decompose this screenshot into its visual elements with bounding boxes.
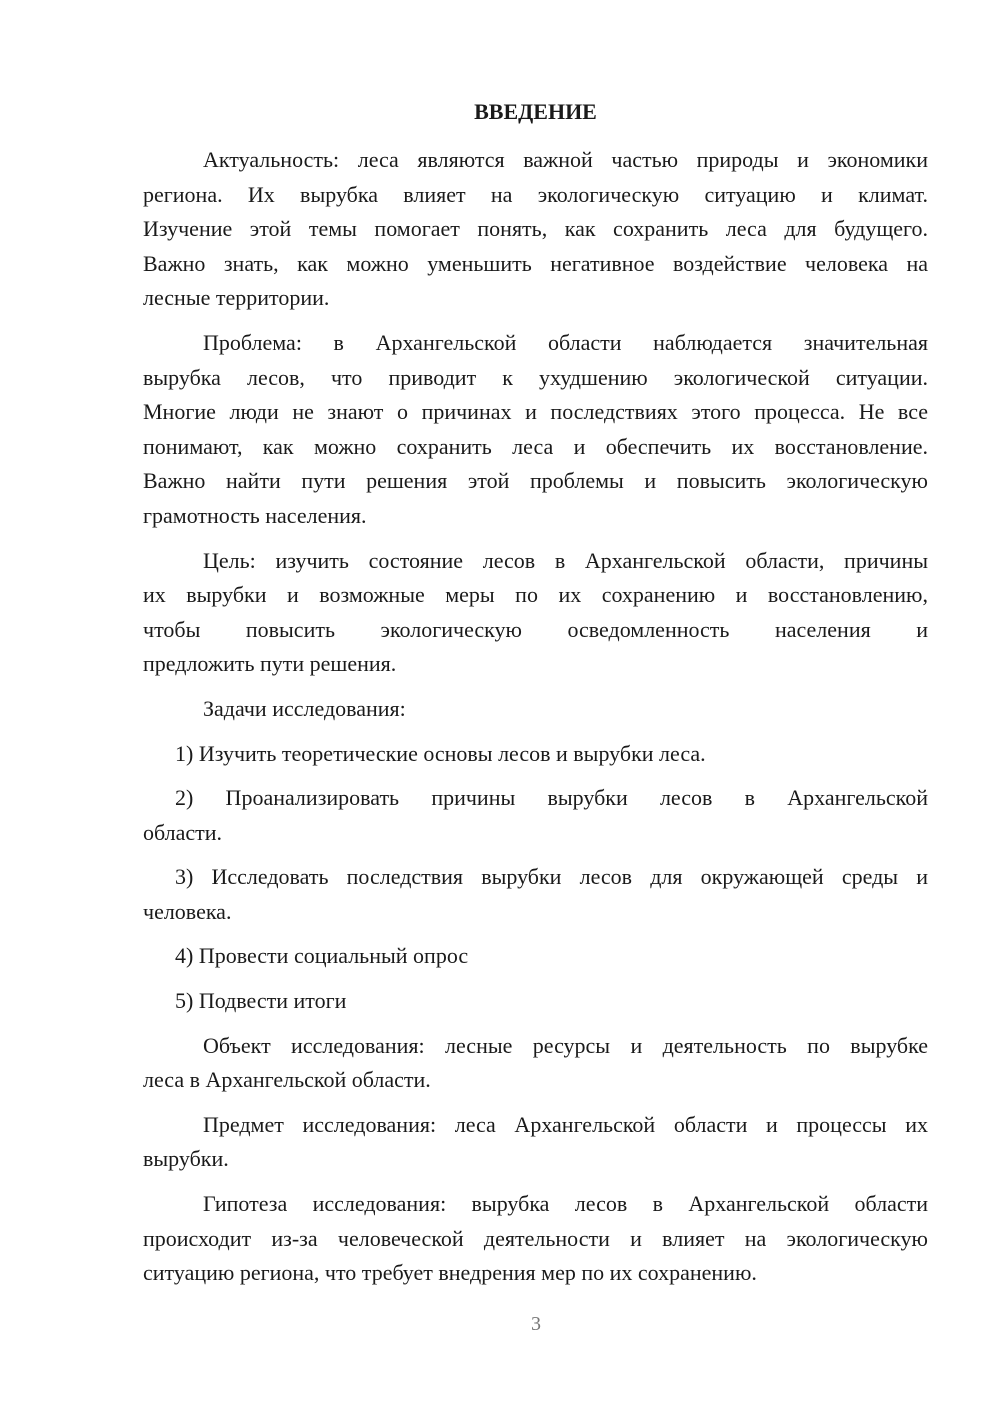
paragraph xyxy=(143,1108,928,1177)
text-line: лесные территории. xyxy=(143,285,330,311)
text-line: Объект исследования: лесные ресурсы и деятельность по вырубке xyxy=(203,1032,928,1058)
text-line: Актуальность: леса являются важной частью природы и экономики xyxy=(203,147,928,172)
text-line: понимают, как можно сохранить леса и обеспечить их восстановление. xyxy=(143,433,928,459)
paragraph xyxy=(143,1029,928,1098)
section-title: ВВЕДЕНИЕ xyxy=(474,99,597,124)
task-list-item xyxy=(143,781,928,850)
text-line: грамотность населения. xyxy=(143,502,367,528)
paragraph xyxy=(143,143,928,316)
paragraph xyxy=(143,692,928,727)
text-line: чтобы повысить экологическую осведомленность населения и xyxy=(143,616,928,642)
text-line: Многие люди не знают о причинах и последствиях этого процесса. Не все xyxy=(143,399,928,425)
task-list-item xyxy=(143,860,928,929)
task-list-item xyxy=(143,939,928,974)
task-list-item xyxy=(143,984,928,1019)
page-number: 3 xyxy=(531,1313,541,1335)
text-line: Важно найти пути решения этой проблемы и повысить экологическую xyxy=(143,468,928,494)
text-line: человека. xyxy=(143,898,232,924)
text-line: их вырубки и возможные меры по их сохранению и восстановлению, xyxy=(143,582,928,608)
text-line: области. xyxy=(143,819,223,845)
text-line: Важно знать, как можно уменьшить негативное воздействие человека на xyxy=(143,250,928,276)
text-line: вырубки. xyxy=(143,1146,229,1172)
text-line: Цель: изучить состояние лесов в Архангельской области, причины xyxy=(203,547,928,573)
paragraph xyxy=(143,544,928,682)
text-line: Изучение этой темы помогает понять, как сохранить леса для будущего. xyxy=(143,216,928,242)
text-line: 1) Изучить теоретические основы лесов и вырубки леса. xyxy=(175,740,706,766)
text-line: леса в Архангельской области. xyxy=(143,1067,431,1093)
text-line: вырубка лесов, что приводит к ухудшению экологической ситуации. xyxy=(143,364,928,390)
text-line: Проблема: в Архангельской области наблюдается значительная xyxy=(203,329,928,355)
text-line: ситуацию региона, что требует внедрения мер по их сохранению. xyxy=(143,1260,757,1286)
paragraph xyxy=(143,326,928,534)
text-line: 4) Провести социальный опрос xyxy=(175,943,469,969)
text-line: 5) Подвести итоги xyxy=(175,988,347,1014)
text-line: происходит из-за человеческой деятельности и влияет на экологическую xyxy=(143,1225,928,1251)
document-page xyxy=(143,94,928,1291)
text-line: Задачи исследования: xyxy=(203,695,406,721)
text-line: предложить пути решения. xyxy=(143,651,397,677)
document-body xyxy=(143,143,928,1291)
text-line: региона. Их вырубка влияет на экологическую ситуацию и климат. xyxy=(143,181,928,207)
task-list-item xyxy=(143,737,928,772)
text-line: 3) Исследовать последствия вырубки лесов для окружающей среды и xyxy=(175,864,928,890)
text-line: 2) Проанализировать причины вырубки лесов в Архангельской xyxy=(175,785,928,811)
text-line: Предмет исследования: леса Архангельской области и процессы их xyxy=(203,1111,928,1137)
paragraph xyxy=(143,1187,928,1291)
text-line: Гипотеза исследования: вырубка лесов в Архангельской области xyxy=(203,1191,928,1217)
